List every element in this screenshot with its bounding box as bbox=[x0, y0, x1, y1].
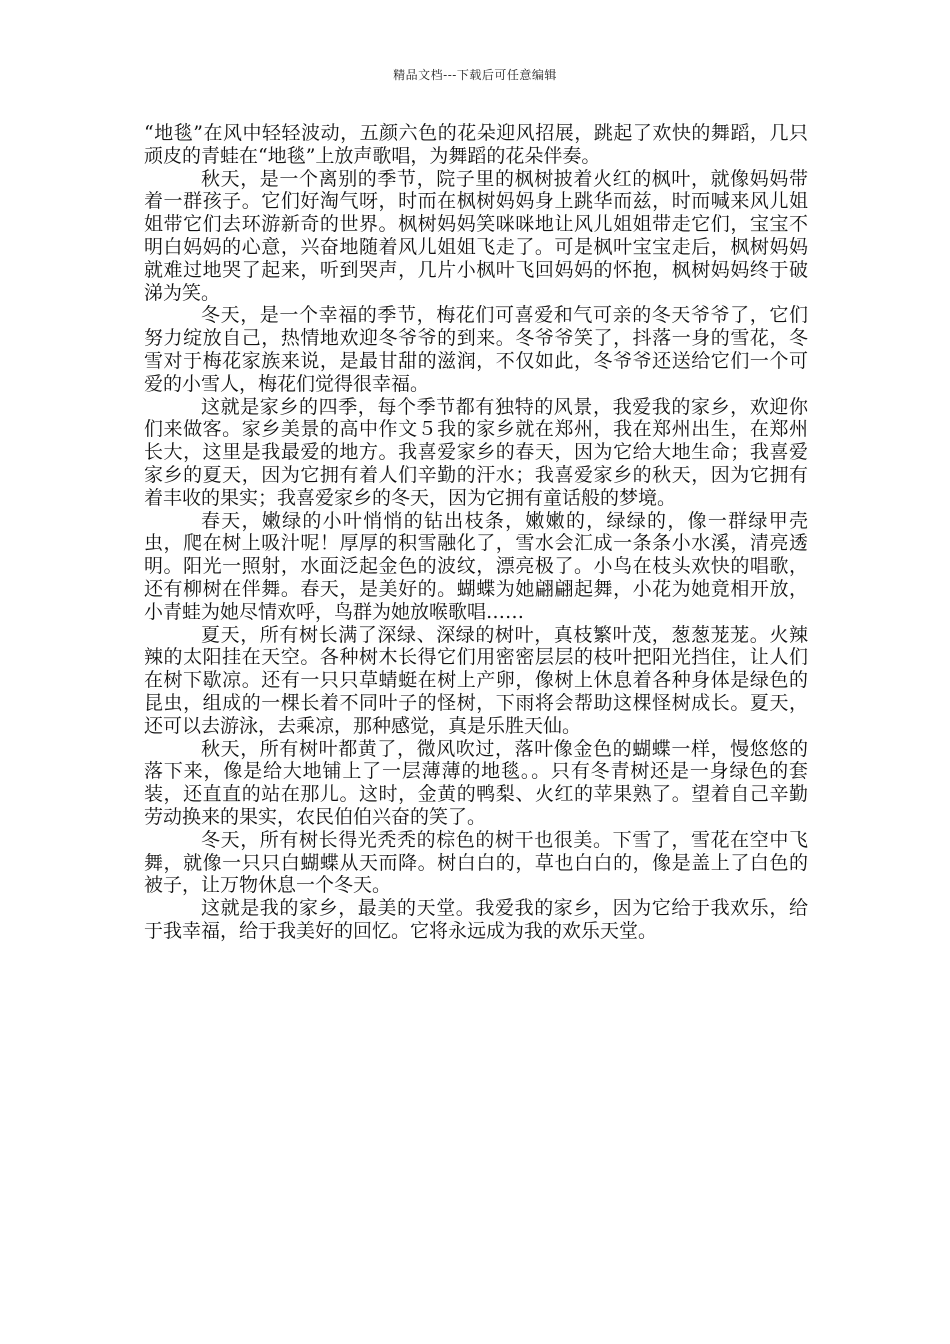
paragraph-3: 冬天，是一个幸福的季节，梅花们可喜爱和气可亲的冬天爷爷了，它们努力绽放自己，热情地欢迎冬爷爷的到来。冬爷爷笑了，抖落一身的雪花，冬雪对于梅花家族来说，是最甘甜的滋润，不仅如此，冬爷爷还送给它们一个可爱的小雪人，梅花们觉得很幸福。 bbox=[144, 304, 808, 395]
paragraph-5: 春天，嫩绿的小叶悄悄的钻出枝条，嫩嫩的，绿绿的，像一群绿甲壳虫，爬在树上吸汁呢！厚厚的积雪融化了，雪水会汇成一条条小水溪，清亮透明。阳光一照射，水面泛起金色的波纹，漂亮极了。小鸟在枝头欢快的唱歌，还有柳树在伴舞。春天，是美好的。蝴蝶为她翩翩起舞，小花为她竟相开放，小青蛙为她尽情欢呼，鸟群为她放喉歌唱…… bbox=[144, 509, 808, 623]
paragraph-7: 秋天，所有树叶都黄了，微风吹过，落叶像金色的蝴蝶一样，慢悠悠的落下来，像是给大地铺上了一层薄薄的地毯。。只有冬青树还是一身绿色的套装，还直直的站在那儿。这时，金黄的鸭梨、火红的苹果熟了。望着自己辛勤劳动换来的果实，农民伯伯兴奋的笑了。 bbox=[144, 737, 808, 828]
document-body bbox=[144, 122, 808, 943]
paragraph-1: “地毯”在风中轻轻波动，五颜六色的花朵迎风招展，跳起了欢快的舞蹈，几只顽皮的青蛙在“地毯”上放声歌唱，为舞蹈的花朵伴奏。 bbox=[144, 122, 808, 167]
paragraph-2: 秋天，是一个离别的季节，院子里的枫树披着火红的枫叶，就像妈妈带着一群孩子。它们好淘气呀，时而在枫树妈妈身上跳华而兹，时而喊来风儿姐姐带它们去环游新奇的世界。枫树妈妈笑咪咪地让风儿姐姐带走它们，宝宝不明白妈妈的心意，兴奋地随着风儿姐姐飞走了。可是枫叶宝宝走后，枫树妈妈就难过地哭了起来，听到哭声，几片小枫叶飞回妈妈的怀抱，枫树妈妈终于破涕为笑。 bbox=[144, 167, 808, 304]
paragraph-4: 这就是家乡的四季，每个季节都有独特的风景，我爱我的家乡，欢迎你们来做客。家乡美景的高中作文５我的家乡就在郑州，我在郑州出生，在郑州长大，这里是我最爱的地方。我喜爱家乡的春天，因为它给大地生命；我喜爱家乡的夏天，因为它拥有着人们辛勤的汗水；我喜爱家乡的秋天，因为它拥有着丰收的果实；我喜爱家乡的冬天，因为它拥有童话般的梦境。 bbox=[144, 395, 808, 509]
page-header: 精品文档---下载后可任意编辑 bbox=[393, 68, 557, 82]
paragraph-6: 夏天，所有树长满了深绿、深绿的树叶，真枝繁叶茂，葱葱茏茏。火辣辣的太阳挂在天空。各种树木长得它们用密密层层的枝叶把阳光挡住，让人们在树下歇凉。还有一只只草蜻蜓在树上产卵，像树上休息着各种身体是绿色的昆虫，组成的一棵长着不同叶子的怪树，下雨将会帮助这棵怪树成长。夏天，还可以去游泳，去乘凉，那种感觉，真是乐胜天仙。 bbox=[144, 623, 808, 737]
paragraph-9: 这就是我的家乡，最美的天堂。我爱我的家乡，因为它给于我欢乐，给于我幸福，给于我美好的回忆。它将永远成为我的欢乐天堂。 bbox=[144, 897, 808, 942]
paragraph-8: 冬天，所有树长得光秃秃的棕色的树干也很美。下雪了，雪花在空中飞舞，就像一只只白蝴蝶从天而降。树白白的，草也白白的，像是盖上了白色的被子，让万物休息一个冬天。 bbox=[144, 828, 808, 897]
